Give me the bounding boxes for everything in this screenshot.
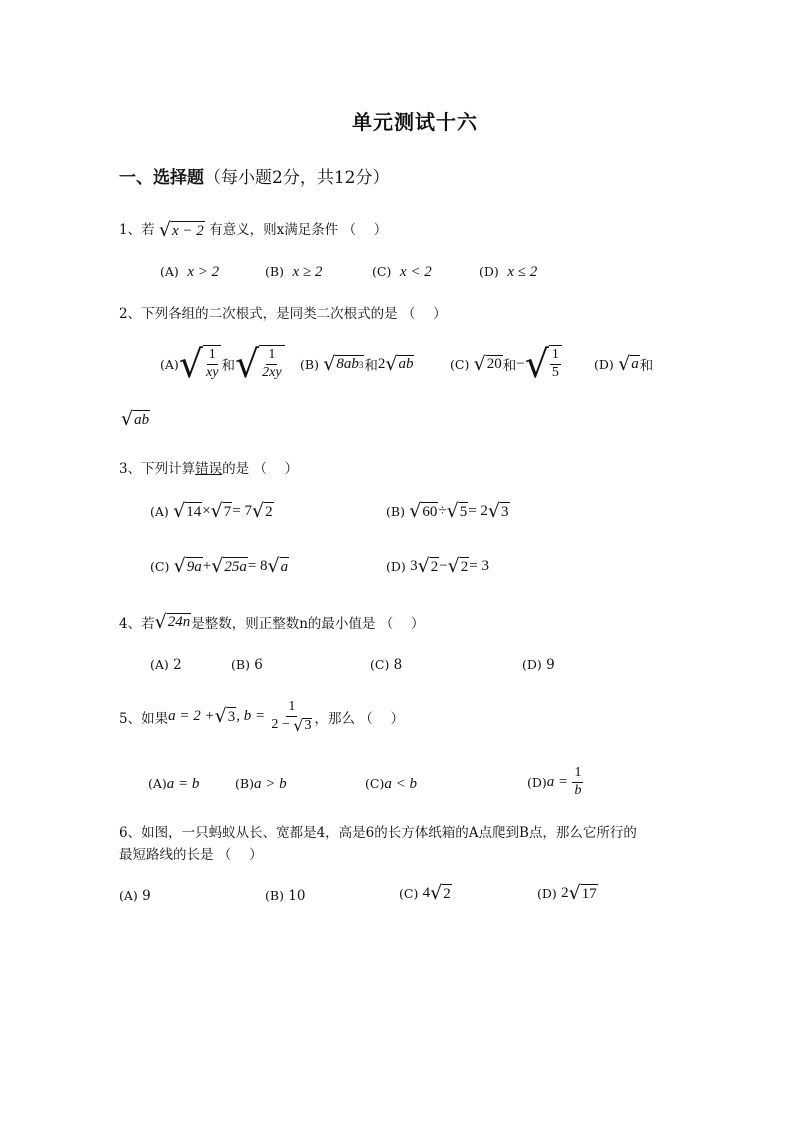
q3b-radical-2: √ 5 — [446, 500, 468, 522]
q4-option-c[interactable]: (C) 8 — [370, 657, 403, 673]
q3a-radical-2: √ 7 — [210, 500, 232, 522]
q5-b-den-radical: √ 3 — [293, 715, 312, 735]
q4-option-b[interactable]: (B) 6 — [231, 657, 263, 673]
question-4-stem: 4、若 √ 24n 是整数，则正整数n的最小值是 （ ） — [119, 610, 425, 633]
q3d-radical-2: √ 2 — [447, 555, 469, 577]
q3a-radical-1: √ 14 — [173, 500, 202, 522]
q3-option-c[interactable]: (C) √ 9a + √ 25a = 8 √ a — [150, 555, 289, 577]
q3-emphasis: 错误 — [195, 461, 223, 477]
q4-radical: √ 24n — [154, 610, 191, 633]
q6c-radical: √ 2 — [430, 882, 451, 904]
q3-option-d[interactable]: (D) 3 √ 2 − √ 2 = 3 — [386, 555, 489, 577]
q5-option-d[interactable]: (D) a = $\frac{1}{b}$ — [527, 765, 582, 798]
q2d-radical-1: √ a — [618, 352, 639, 375]
q3-option-b[interactable]: (B) √ 60 ÷ √ 5 = 2 √ 3 — [386, 500, 509, 522]
q5-option-a[interactable]: (A)a = b — [148, 776, 200, 792]
q5-b-fraction: 1 2 − √ 3 — [271, 699, 312, 735]
q3d-radical-1: √ 2 — [417, 555, 439, 577]
q3-option-a[interactable]: (A) √ 14 × √ 7 = 7 √ 2 — [150, 500, 273, 522]
question-6-stem-line2: 最短路线的长是 （ ） — [119, 847, 263, 863]
q4-option-a[interactable]: (A) 2 — [150, 657, 182, 673]
q5-option-b[interactable]: (B)a > b — [235, 776, 287, 792]
q6-option-d[interactable]: (D) 2 √ 17 — [537, 882, 597, 904]
question-3-stem: 3、下列计算错误的是 （ ） — [119, 461, 299, 477]
q2c-radical-2: √ $\frac{1}{5}$ — [525, 345, 562, 383]
q2-option-d[interactable]: (D) √ a 和 — [594, 352, 654, 375]
q6-option-b[interactable]: (B) 10 — [265, 888, 306, 904]
q6-option-a[interactable]: (A) 9 — [119, 888, 151, 904]
q5-a-radical: √ 3 — [214, 705, 236, 728]
question-5-stem: 5、如果 a = 2 + √ 3 , b = 1 2 − √ 3 ，那么 （ ） — [119, 699, 405, 735]
q3b-radical-1: √ 60 — [409, 500, 438, 522]
q6-option-c[interactable]: (C) 4 √ 2 — [399, 882, 451, 904]
question-1-stem — [119, 218, 387, 240]
q5-d-fraction: $\frac{1}{b}$ — [574, 765, 582, 798]
section-note: （每小题2分，共12分） — [204, 168, 390, 188]
q5-option-c[interactable]: (C)a < b — [365, 776, 417, 792]
q2d-radical-2: √ ab — [121, 408, 150, 430]
q3c-radical-2: √ 25a — [211, 555, 247, 577]
q2-option-c[interactable]: (C) √ 20 和 − √ $\frac{1}{5}$ — [450, 345, 562, 383]
section-title: 一、选择题 — [119, 168, 204, 188]
q1-radical: √ x − 2 — [158, 219, 204, 241]
q2a-radical-2: √ $\frac{1}{2xy}$ — [235, 345, 285, 383]
q1-option-b[interactable]: (B) x ≥ 2 — [265, 264, 323, 280]
q3c-radical-3: √ a — [267, 555, 289, 577]
q2b-radical-1: √ 8ab 3 — [323, 352, 364, 375]
section-heading — [119, 163, 389, 188]
question-6-stem-line1: 6、如图，一只蚂蚁从长、宽都是4，高是6的长方体纸箱的A点爬到B点，那么它所行的 — [119, 825, 637, 841]
q2-option-d-continued — [121, 410, 150, 429]
question-2-stem: 2、下列各组的二次根式，是同类二次根式的是 （ ） — [119, 306, 447, 322]
q1-option-c[interactable]: (C) x < 2 — [372, 264, 432, 280]
q1-suffix: 有意义，则x满足条件 （ ） — [209, 222, 388, 238]
q3b-radical-3: √ 3 — [487, 500, 509, 522]
q6d-radical: √ 17 — [568, 882, 597, 904]
q1-radicand: x − 2 — [172, 222, 204, 239]
q2b-radical-2: √ ab — [385, 352, 414, 375]
q2a-radical-1: √ $\frac{1}{xy}$ — [179, 345, 222, 383]
q2-option-b[interactable]: (B) √ 8ab 3 和 2 √ ab — [300, 352, 414, 375]
q1-option-a[interactable]: (A) x > 2 — [160, 264, 220, 280]
q1-prefix: 1、若 — [119, 222, 155, 238]
page-title: 单元测试十六 — [352, 110, 478, 134]
q3c-radical-1: √ 9a — [173, 555, 202, 577]
q4-option-d[interactable]: (D) 9 — [522, 657, 555, 673]
q3a-radical-3: √ 2 — [251, 500, 273, 522]
q2-option-a[interactable]: (A) √ $\frac{1}{xy}$ 和 √ $\frac{1}{2xy}$ — [160, 345, 285, 383]
q2c-radical-1: √ 20 — [473, 352, 502, 375]
q1-option-d[interactable]: (D) x ≤ 2 — [479, 264, 538, 280]
